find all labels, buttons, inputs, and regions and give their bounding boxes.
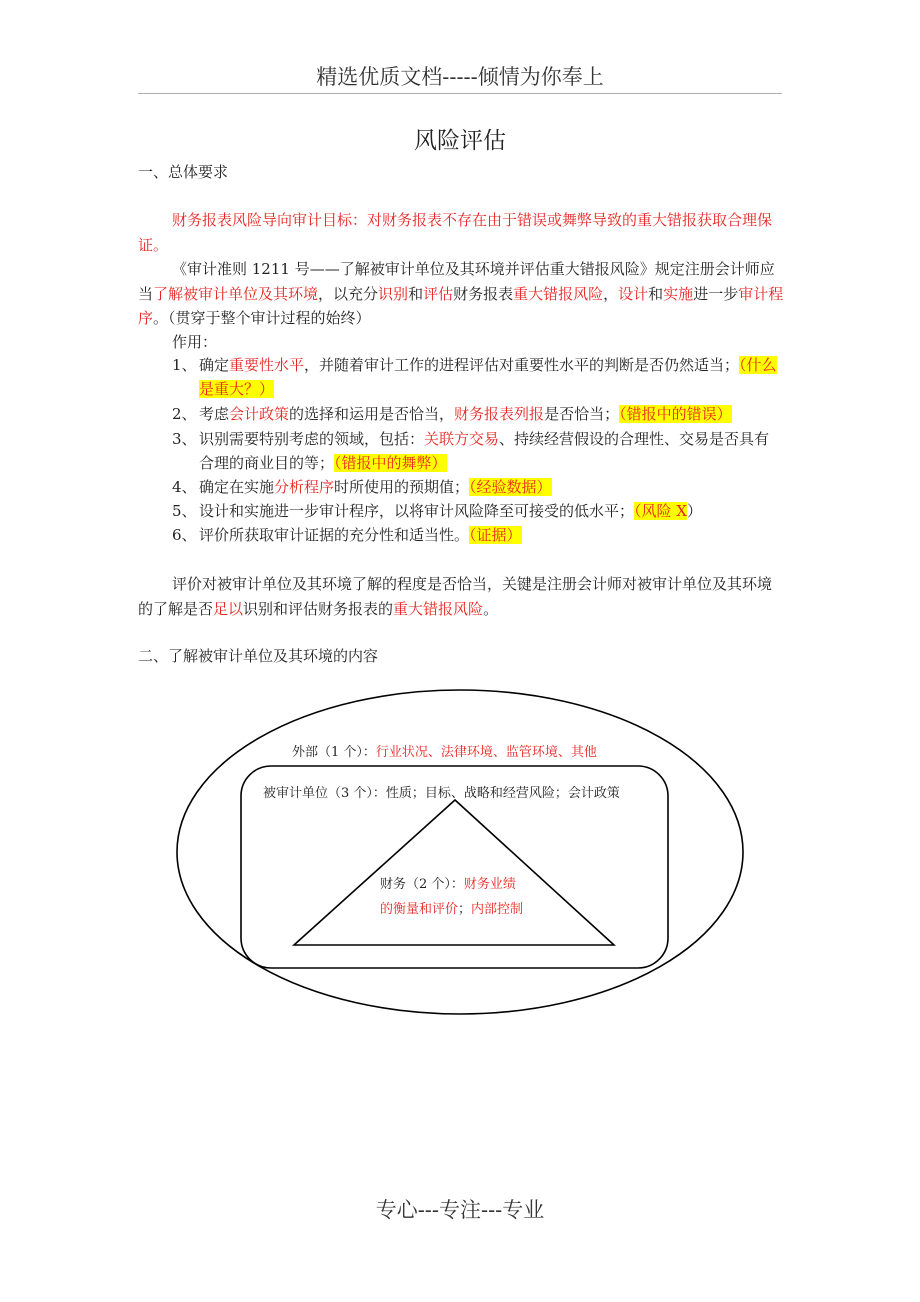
entity-factors-label: 被审计单位（3 个）：性质；目标、战略和经营风险；会计政策: [263, 786, 620, 801]
finance-factors-label: 财务（2 个）：财务业绩: [380, 877, 516, 892]
highlight-note: （风险 X: [634, 502, 687, 520]
finance-factors-label-line2: 的衡量和评价；内部控制: [380, 902, 524, 917]
highlight-note: （错报中的错误）: [619, 405, 732, 423]
external-factors-label: 外部（1 个）：行业状况、法律环境、监管环境、其他: [292, 745, 597, 760]
highlight-note: （错报中的舞弊）: [334, 454, 447, 472]
list-item: 2、 考虑会计政策的选择和运用是否恰当，财务报表列报是否恰当；（错报中的错误）: [172, 402, 784, 426]
highlight-note: （经验数据）: [469, 478, 552, 496]
list-number: 6、: [172, 526, 197, 544]
list-number: 4、: [172, 478, 197, 496]
list-number: 2、: [172, 405, 197, 423]
page-title: 风险评估: [414, 128, 506, 154]
list-item: 6、 评价所获取审计证据的充分性和适当性。（证据）: [172, 523, 784, 547]
finance-triangle: [294, 800, 614, 945]
section-heading-general: 一、总体要求: [138, 163, 229, 181]
standard-paragraph: 《审计准则 1211 号——了解被审计单位及其环境并评估重大错报风险》规定注册会计师应当了解被审计单位及其环境，以充分识别和评估财务报表重大错报风险，设计和实施进一步审计程序。（贯穿于整个审计过程的始终）: [138, 260, 784, 327]
page-footer: 专心---专注---专业: [375, 1198, 545, 1222]
list-number: 3、: [172, 430, 197, 448]
list-number: 1、: [172, 356, 197, 374]
list-item: 4、 确定在实施分析程序时所使用的预期值；（经验数据）: [172, 475, 784, 499]
highlight-note: （什么是重大？）: [199, 356, 777, 398]
list-item: 1、 确定重要性水平，并随着审计工作的进程评估对重要性水平的判断是否仍然适当；（什么是重大？）: [172, 353, 784, 401]
evaluation-paragraph: 评价对被审计单位及其环境了解的程度是否恰当，关键是注册会计师对被审计单位及其环境的了解是否足以识别和评估财务报表的重大错报风险。: [138, 575, 773, 618]
list-item: 3、 识别需要特别考虑的领域，包括：关联方交易、持续经营假设的合理性、交易是否具有合理的商业目的等；（错报中的舞弊）: [172, 427, 784, 475]
list-item: 5、 设计和实施进一步审计程序，以将审计风险降至可接受的低水平；（风险 X）: [172, 499, 784, 523]
list-number: 5、: [172, 502, 197, 520]
audit-objective: 财务报表风险导向审计目标：对财务报表不存在由于错误或舞弊导致的重大错报获取合理保证。: [138, 211, 773, 254]
outer-ellipse: [177, 690, 743, 1014]
highlight-note: （证据）: [469, 526, 522, 544]
page-header: 精选优质文档-----倾情为你奉上: [138, 62, 782, 94]
role-label: 作用：: [172, 333, 218, 351]
section-heading-content: 二、了解被审计单位及其环境的内容: [138, 647, 379, 665]
